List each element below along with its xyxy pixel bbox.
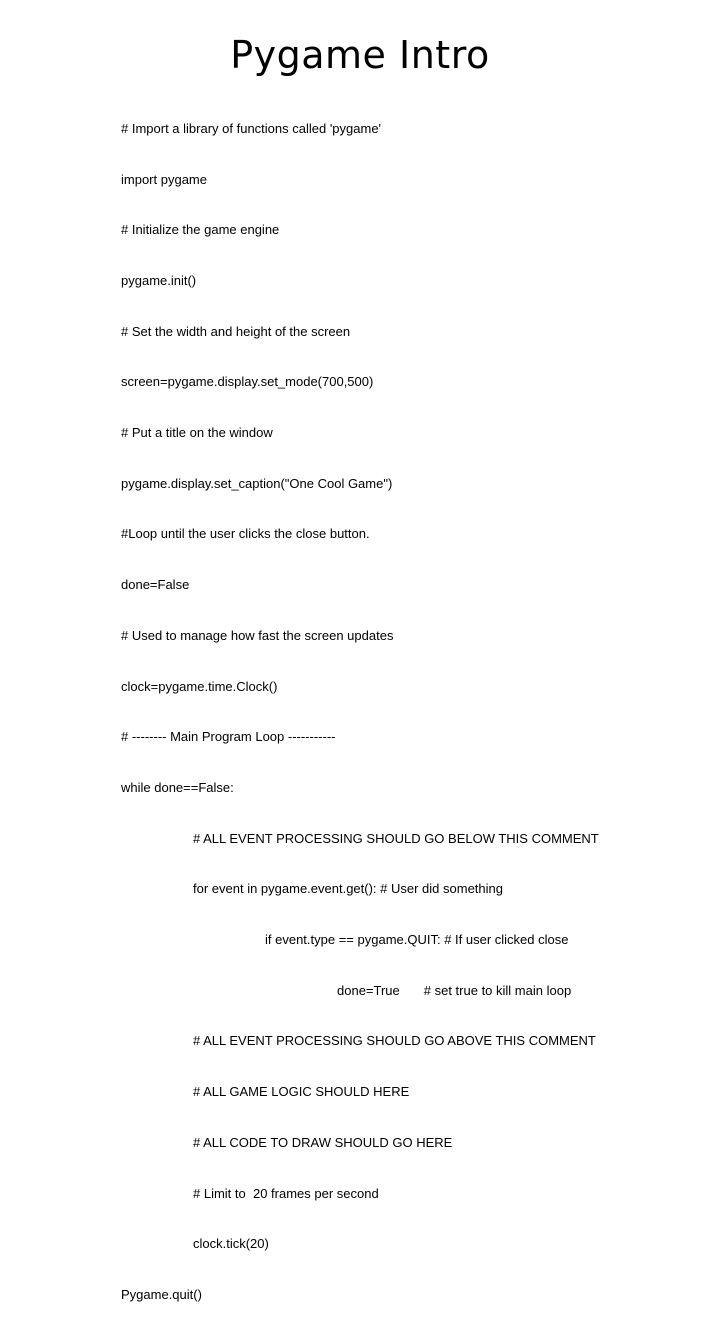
slide-title: Pygame Intro <box>230 33 490 77</box>
code-line: # Limit to 20 frames per second <box>193 1185 379 1201</box>
code-line: # Import a library of functions called 'pygame' <box>121 120 382 136</box>
code-line: # ALL GAME LOGIC SHOULD HERE <box>193 1084 410 1100</box>
code-comment: # set true to kill main loop <box>423 982 572 998</box>
code-line: Pygame.quit() <box>121 1286 202 1302</box>
code-line: # -------- Main Program Loop ----------- <box>121 729 336 745</box>
code-line: done=True <box>337 982 400 998</box>
code-line: clock=pygame.time.Clock() <box>121 678 278 694</box>
code-line: for event in pygame.event.get(): # User did something <box>193 881 503 897</box>
code-block <box>121 87 711 1338</box>
code-line-pair <box>121 983 711 1000</box>
code-line: done=False <box>121 577 190 593</box>
code-line: #Loop until the user clicks the close button. <box>121 526 370 542</box>
code-line: clock.tick(20) <box>193 1236 269 1252</box>
code-line: # Initialize the game engine <box>121 222 280 238</box>
code-line: # ALL EVENT PROCESSING SHOULD GO ABOVE THIS COMMENT <box>193 1033 596 1049</box>
code-line: # Used to manage how fast the screen updates <box>121 627 394 643</box>
code-line: # Put a title on the window <box>121 425 273 441</box>
code-line: import pygame <box>121 171 207 187</box>
code-line: # Set the width and height of the screen <box>121 323 351 339</box>
code-line: if event.type == pygame.QUIT: # If user clicked close <box>265 932 569 948</box>
code-line: # ALL EVENT PROCESSING SHOULD GO BELOW THIS COMMENT <box>193 830 599 846</box>
code-line: pygame.display.set_caption("One Cool Game") <box>121 475 393 491</box>
code-line: # ALL CODE TO DRAW SHOULD GO HERE <box>193 1134 453 1150</box>
code-line: screen=pygame.display.set_mode(700,500) <box>121 374 374 390</box>
code-line: pygame.init() <box>121 272 197 288</box>
code-line: while done==False: <box>121 779 234 795</box>
